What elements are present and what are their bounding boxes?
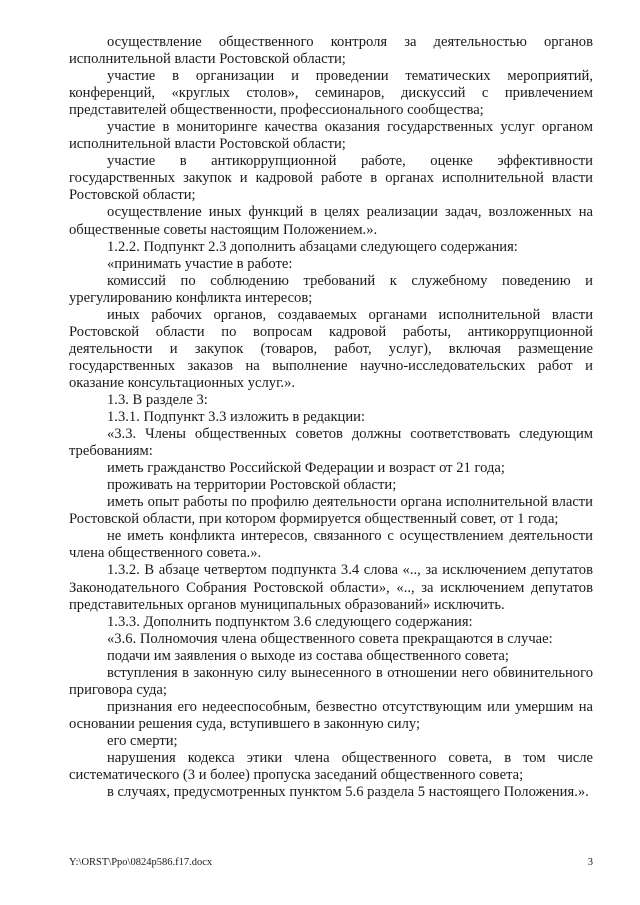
paragraph: осуществление иных функций в целях реализации задач, возложенных на общественные советы настоящим Положением.». <box>69 204 593 238</box>
paragraph: 1.3.2. В абзаце четвертом подпункта 3.4 слова «.., за исключением депутатов Законодательного Собрания Ростовской области», «.., за исключением депутатов представительных органов муниципальных образований» исключить. <box>69 562 593 613</box>
paragraph: участие в мониторинге качества оказания государственных услуг органом исполнительной власти Ростовской области; <box>69 119 593 153</box>
paragraph: участие в организации и проведении тематических мероприятий, конференций, «круглых столов», семинаров, дискуссий с привлечением представителей общественности, профессионального сообщества; <box>69 68 593 119</box>
paragraph: вступления в законную силу вынесенного в отношении него обвинительного приговора суда; <box>69 664 593 698</box>
file-path: Y:\ORST\Ppo\0824p586.f17.docx <box>69 857 213 868</box>
paragraph: 1.2.2. Подпункт 2.3 дополнить абзацами следующего содержания: <box>107 238 518 255</box>
paragraph: его смерти; <box>107 732 178 749</box>
paragraph: осуществление общественного контроля за деятельностью органов исполнительной власти Ростовской области; <box>69 34 593 68</box>
paragraph: проживать на территории Ростовской области; <box>107 477 397 494</box>
paragraph: 1.3. В разделе 3: <box>107 391 208 408</box>
document-body <box>69 34 593 801</box>
paragraph: иметь опыт работы по профилю деятельности органа исполнительной власти Ростовской области, при котором формируется общественный совет, от 1 года; <box>69 494 593 528</box>
paragraph: нарушения кодекса этики члена общественного совета, в том числе систематического (3 и более) пропуска заседаний общественного совета; <box>69 749 593 784</box>
paragraph: «3.6. Полномочия члена общественного совета прекращаются в случае: <box>107 630 553 647</box>
paragraph: в случаях, предусмотренных пунктом 5.6 раздела 5 настоящего Положения.». <box>107 784 589 801</box>
paragraph: «3.3. Члены общественных советов должны соответствовать следующим требованиям: <box>69 426 593 460</box>
paragraph: иных рабочих органов, создаваемых органами исполнительной власти Ростовской области по вопросам кадровой работы, антикоррупционной деятельности и закупок (товаров, работ, услуг), включая размещение государственных заказов на выполнение научно-исследовательских работ и оказание консультационных услуг.». <box>69 306 593 391</box>
paragraph: иметь гражданство Российской Федерации и возраст от 21 года; <box>107 460 505 477</box>
paragraph: «принимать участие в работе: <box>107 255 293 272</box>
paragraph: не иметь конфликта интересов, связанного с осуществлением деятельности члена общественного совета.». <box>69 528 593 562</box>
page-number: 3 <box>587 857 593 868</box>
paragraph: признания его недееспособным, безвестно отсутствующим или умершим на основании решения суда, вступившего в законную силу; <box>69 698 593 732</box>
paragraph: 1.3.1. Подпункт 3.3 изложить в редакции: <box>107 409 366 426</box>
paragraph: участие в антикоррупционной работе, оценке эффективности государственных закупок и кадровой работе в органах исполнительной власти Ростовской области; <box>69 153 593 204</box>
paragraph: подачи им заявления о выходе из состава общественного совета; <box>107 647 509 664</box>
paragraph: комиссий по соблюдению требований к служебному поведению и урегулированию конфликта интересов; <box>69 272 593 306</box>
paragraph: 1.3.3. Дополнить подпунктом 3.6 следующего содержания: <box>107 613 473 630</box>
